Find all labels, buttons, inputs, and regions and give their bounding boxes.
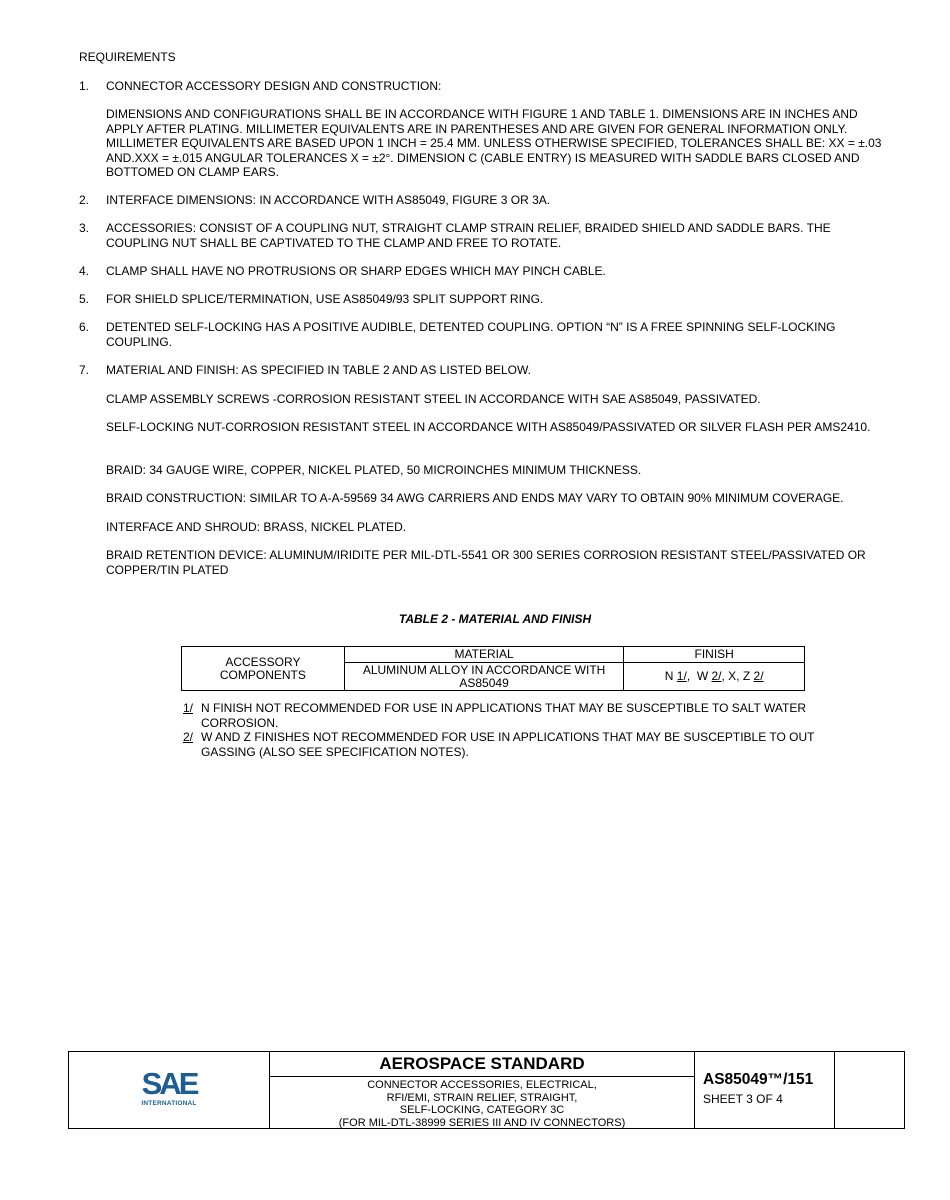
description-line: RFI/EMI, STRAIN RELIEF, STRAIGHT, (386, 1091, 578, 1104)
table-row-label: ACCESSORY COMPONENTS (182, 647, 345, 691)
requirement-item-2 (79, 193, 891, 208)
braid-retention-paragraph: BRAID RETENTION DEVICE: ALUMINUM/IRIDITE PER MIL-DTL-5541 OR 300 SERIES CORROSION RESISTANT STEEL/PASSIVATED OR COPPER/TIN PLATED (106, 548, 866, 577)
sae-logo (137, 1068, 201, 1110)
table-2-title: TABLE 2 - MATERIAL AND FINISH (398, 612, 592, 626)
finish-n: N (664, 669, 674, 683)
item-text: INTERFACE DIMENSIONS: IN ACCORDANCE WITH AS85049, FIGURE 3 OR 3A. (106, 193, 551, 207)
footnote-2 (183, 730, 823, 759)
document-number-cell (695, 1052, 835, 1128)
finish-w: W (696, 669, 709, 683)
self-locking-nut-paragraph: SELF-LOCKING NUT-CORROSION RESISTANT STEEL IN ACCORDANCE WITH AS85049/PASSIVATED OR SILVER FLASH PER AMS2410. (106, 420, 871, 434)
requirement-item-5 (79, 292, 891, 307)
requirements-heading: REQUIREMENTS (79, 50, 176, 64)
description-line: CONNECTOR ACCESSORIES, ELECTRICAL, (367, 1079, 597, 1091)
sae-logo-letters: SAE (141, 1068, 197, 1098)
material-header: MATERIAL (344, 647, 624, 663)
sheet-number: SHEET 3 OF 4 (703, 1092, 783, 1106)
logo-subtext: INTERNATIONAL (141, 1100, 197, 1107)
item-text: ACCESSORIES: CONSIST OF A COUPLING NUT, STRAIGHT CLAMP STRAIN RELIEF, BRAIDED SHIELD AND SADDLE BARS. THE COUPLING NUT SHALL BE CAPTIVATED TO THE CLAMP AND FREE TO ROTATE. (106, 221, 831, 250)
requirement-item-3 (79, 221, 891, 250)
interface-shroud-paragraph: INTERFACE AND SHROUD: BRASS, NICKEL PLATED. (106, 520, 407, 534)
footnote-text: W AND Z FINISHES NOT RECOMMENDED FOR USE IN APPLICATIONS THAT MAY BE SUSCEPTIBLE TO OUT GASSING (ALSO SEE SPECIFICATION NOTES). (201, 730, 815, 759)
requirement-item-1 (79, 79, 891, 94)
finish-note-2-ref: 2/ (711, 669, 722, 683)
standard-title-cell (270, 1052, 695, 1128)
footnote-key: 1/ (183, 701, 194, 715)
item-number: 2. (79, 193, 90, 207)
footnote-1 (183, 701, 823, 730)
footnote-key: 2/ (183, 730, 194, 744)
logo-cell (69, 1052, 270, 1128)
item-number: 3. (79, 221, 90, 235)
requirement-item-6 (79, 320, 891, 349)
finish-x-z: , X, Z (721, 669, 751, 683)
item-number: 1. (79, 79, 90, 93)
braid-construction-paragraph: BRAID CONSTRUCTION: SIMILAR TO A-A-59569 34 AWG CARRIERS AND ENDS MAY VARY TO OBTAIN 90% MINIMUM COVERAGE. (106, 491, 844, 505)
requirement-item-4 (79, 264, 891, 279)
material-finish-table (181, 646, 805, 691)
document-number: AS85049™/151 (703, 1071, 814, 1088)
item-text: DETENTED SELF-LOCKING HAS A POSITIVE AUDIBLE, DETENTED COUPLING. OPTION “N” IS A FREE SPINNING SELF-LOCKING COUPLING. (106, 320, 836, 349)
item-text: FOR SHIELD SPLICE/TERMINATION, USE AS85049/93 SPLIT SUPPORT RING. (106, 292, 544, 306)
description-line: SELF-LOCKING, CATEGORY 3C (399, 1104, 565, 1116)
finish-note-2-ref-z: 2/ (753, 669, 764, 683)
standard-description (270, 1077, 694, 1129)
sae-logo-mark (137, 1068, 201, 1098)
finish-header: FINISH (624, 647, 805, 663)
item1-detail-paragraph: DIMENSIONS AND CONFIGURATIONS SHALL BE IN ACCORDANCE WITH FIGURE 1 AND TABLE 1. DIMENSIONS ARE IN INCHES AND APPLY AFTER PLATING. MILLIMETER EQUIVALENTS ARE IN PARENTHESES AND ARE GIVEN FOR GENERAL INFORMATION ONLY. MILLIMETER EQUIVALENTS ARE BASED UPON 1 INCH = 25.4 MM. UNLESS OTHERWISE SPECIFIED, TOLERANCES SHALL BE: XX = ±.03 AND.XXX = ±.015 ANGULAR TOLERANCES X = ±2°. DIMENSION C (CABLE ENTRY) IS MEASURED WITH SADDLE BARS CLOSED AND BOTTOMED ON CLAMP EARS. (106, 107, 882, 179)
item-number: 4. (79, 264, 90, 278)
requirement-item-7 (79, 363, 891, 378)
item-text: CONNECTOR ACCESSORY DESIGN AND CONSTRUCTION: (106, 79, 442, 93)
finish-note-1-ref: 1/ (676, 669, 687, 683)
item-number: 6. (79, 320, 90, 334)
item-text: CLAMP SHALL HAVE NO PROTRUSIONS OR SHARP EDGES WHICH MAY PINCH CABLE. (106, 264, 606, 278)
blank-cell (835, 1052, 904, 1128)
item-number: 7. (79, 363, 90, 377)
title-block (68, 1051, 905, 1129)
clamp-screws-paragraph: CLAMP ASSEMBLY SCREWS -CORROSION RESISTANT STEEL IN ACCORDANCE WITH SAE AS85049, PASSIVATED. (106, 392, 761, 406)
footnote-text: N FINISH NOT RECOMMENDED FOR USE IN APPLICATIONS THAT MAY BE SUSCEPTIBLE TO SALT WATER CORROSION. (201, 701, 806, 730)
braid-paragraph: BRAID: 34 GAUGE WIRE, COPPER, NICKEL PLATED, 50 MICROINCHES MINIMUM THICKNESS. (106, 463, 642, 477)
item-number: 5. (79, 292, 90, 306)
description-line: (FOR MIL-DTL-38999 SERIES III AND IV CONNECTORS) (338, 1116, 626, 1129)
item-text: MATERIAL AND FINISH: AS SPECIFIED IN TABLE 2 AND AS LISTED BELOW. (106, 363, 532, 377)
standard-title: AEROSPACE STANDARD (270, 1052, 694, 1077)
finish-value: N 1/, W 2/, X, Z 2/ (624, 663, 805, 691)
material-value: ALUMINUM ALLOY IN ACCORDANCE WITH AS85049 (344, 663, 624, 691)
